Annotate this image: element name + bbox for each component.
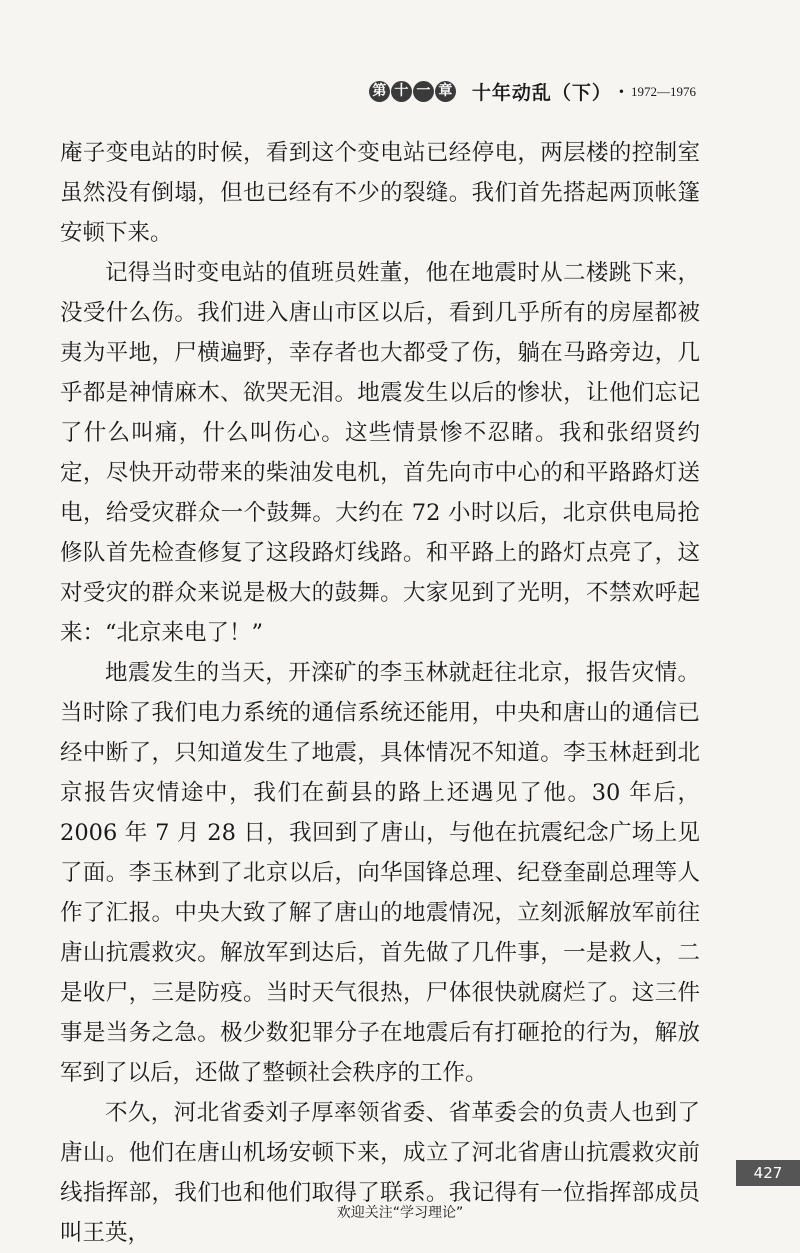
chapter-char: 章: [435, 81, 456, 102]
paragraph: 地震发生的当天，开滦矿的李玉林就赶往北京，报告灾情。当时除了我们电力系统的通信系统还能用，中央和唐山的通信已经中断了，只知道发生了地震，具体情况不知道。李玉林赶到北京报告灾情途中，我们在蓟县的路上还遇见了他。30 年后，2006 年 7 月 28 日，我回到了唐山，与他在抗震纪念广场上见了面。李玉林到了北京以后，向华国锋总理、纪登奎副总理等人作了汇报。中央大致了解了唐山的地震情况，立刻派解放军前往唐山抗震救灾。解放军到达后，首先做了几件事，一是救人，二是收尸，三是防疫。当时天气很热，尸体很快就腐烂了。这三件事是当务之急。极少数犯罪分子在地震后有打砸抢的行为，解放军到了以后，还做了整顿社会秩序的工作。: [60, 660, 700, 1086]
page-number: 427: [736, 1160, 800, 1186]
paragraph: 记得当时变电站的值班员姓董，他在地震时从二楼跳下来，没受什么伤。我们进入唐山市区以后，看到几乎所有的房屋都被夷为平地，尸横遍野，幸存者也大都受了伤，躺在马路旁边，几乎都是神情麻木、欲哭无泪。地震发生以后的惨状，让他们忘记了什么叫痛，什么叫伤心。这些情景惨不忍睹。我和张绍贤约定，尽快开动带来的柴油发电机，首先向市中心的和平路路灯送电，给受灾群众一个鼓舞。大约在 72 小时以后，北京供电局抢修队首先检查修复了这段路灯线路。和平路上的路灯点亮了，这对受灾的群众来说是极大的鼓舞。大家见到了光明，不禁欢呼起来：“北京来电了！”: [60, 260, 700, 646]
body-text: [60, 133, 700, 1253]
paragraph: 庵子变电站的时候，看到这个变电站已经停电，两层楼的控制室虽然没有倒塌，但也已经有不少的裂缝。我们首先搭起两顶帐篷安顿下来。: [60, 140, 700, 246]
header-separator: •: [617, 84, 625, 99]
chapter-title: 十年动乱（下）: [471, 82, 612, 104]
header-years: 1972—1976: [631, 83, 696, 99]
chapter-badge: [369, 81, 456, 102]
footer-note: 欢迎关注“学习理论”: [336, 1205, 464, 1221]
chapter-char: 十: [391, 81, 412, 102]
running-header: [369, 78, 696, 105]
paragraph: 不久，河北省委刘子厚率领省委、省革委会的负责人也到了唐山。他们在唐山机场安顿下来，成立了河北省唐山抗震救灾前线指挥部，我们也和他们取得了联系。我记得有一位指挥部成员叫王英，: [60, 1100, 700, 1246]
chapter-char: 第: [369, 81, 390, 102]
chapter-char: 一: [413, 81, 434, 102]
